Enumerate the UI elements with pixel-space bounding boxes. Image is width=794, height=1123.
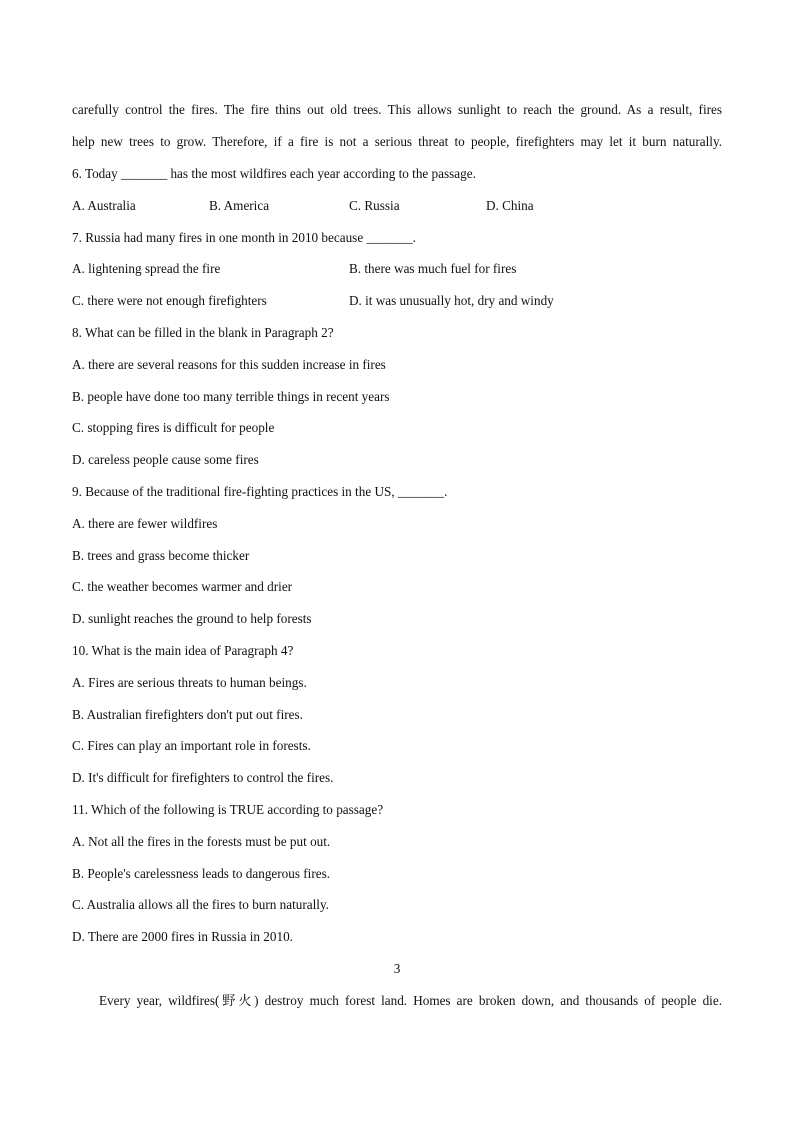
question-6-option-b: B. America (209, 198, 270, 213)
next-passage-line-1: Every year, wildfires(野火) destroy much forest land. Homes are broken down, and thousands of people die. (99, 993, 722, 1008)
section-number: 3 (393, 961, 401, 976)
question-10-option-c: C. Fires can play an important role in forests. (72, 738, 311, 753)
passage-line-1: carefully control the fires. The fire thins out old trees. This allows sunlight to reach the ground. As a result, fires (72, 102, 722, 117)
question-10-option-d: D. It's difficult for firefighters to control the fires. (72, 770, 334, 785)
question-9-option-d: D. sunlight reaches the ground to help forests (72, 611, 312, 626)
question-7-stem: 7. Russia had many fires in one month in 2010 because _______. (72, 230, 416, 245)
question-10-option-a: A. Fires are serious threats to human beings. (72, 675, 307, 690)
question-8-option-d: D. careless people cause some fires (72, 452, 259, 467)
question-6-stem: 6. Today _______ has the most wildfires each year according to the passage. (72, 166, 476, 181)
question-8-option-c: C. stopping fires is difficult for people (72, 420, 275, 435)
question-9-option-c: C. the weather becomes warmer and drier (72, 579, 293, 594)
question-6-option-a: A. Australia (72, 198, 136, 213)
question-9-option-a: A. there are fewer wildfires (72, 516, 218, 531)
question-11-option-a: A. Not all the fires in the forests must be put out. (72, 834, 331, 849)
question-11-option-c: C. Australia allows all the fires to burn naturally. (72, 897, 329, 912)
question-11-stem: 11. Which of the following is TRUE according to passage? (72, 802, 384, 817)
question-9-stem: 9. Because of the traditional fire-fighting practices in the US, _______. (72, 484, 448, 499)
question-7-option-a: A. lightening spread the fire (72, 261, 221, 276)
question-7-option-d: D. it was unusually hot, dry and windy (349, 293, 554, 308)
question-8-option-a: A. there are several reasons for this sudden increase in fires (72, 357, 386, 372)
question-9-option-b: B. trees and grass become thicker (72, 548, 250, 563)
question-8-stem: 8. What can be filled in the blank in Paragraph 2? (72, 325, 334, 340)
question-11-option-d: D. There are 2000 fires in Russia in 2010. (72, 929, 293, 944)
question-7-option-c: C. there were not enough firefighters (72, 293, 267, 308)
passage-line-2: help new trees to grow. Therefore, if a fire is not a serious threat to people, firefighters may let it burn naturally. (72, 134, 722, 149)
question-11-option-b: B. People's carelessness leads to dangerous fires. (72, 866, 330, 881)
question-6-option-d: D. China (486, 198, 534, 213)
document-page (72, 0, 722, 1123)
question-7-option-b: B. there was much fuel for fires (349, 261, 517, 276)
question-10-option-b: B. Australian firefighters don't put out fires. (72, 707, 303, 722)
question-10-stem: 10. What is the main idea of Paragraph 4? (72, 643, 294, 658)
question-6-option-c: C. Russia (349, 198, 400, 213)
question-8-option-b: B. people have done too many terrible things in recent years (72, 389, 390, 404)
